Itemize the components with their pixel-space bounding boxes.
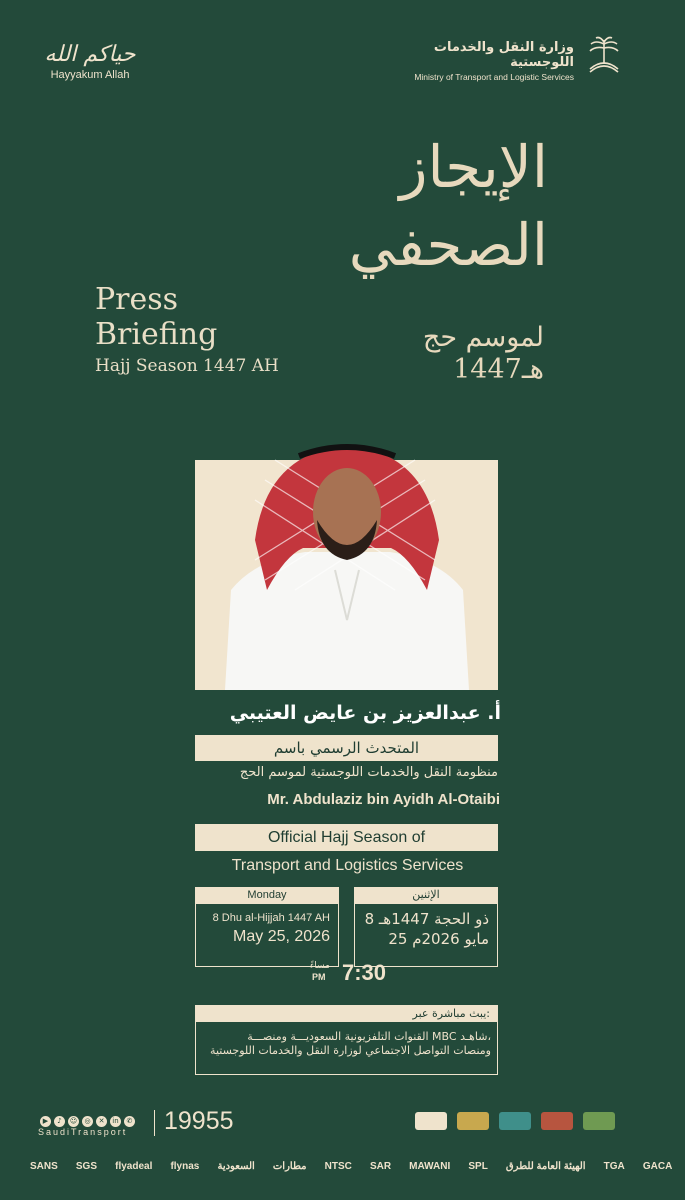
speaker-name-ar: أ. عبدالعزيز بن عايض العتيبي: [229, 702, 501, 724]
partner-logo-ntsc: NTSC: [324, 1161, 352, 1172]
title-ar-line2: الصحفي: [348, 211, 548, 279]
partner-logo-saudia: السعودية: [217, 1161, 255, 1172]
partner-logo-tga: TGA: [603, 1161, 625, 1172]
date-en-gregorian: May 25, 2026: [233, 928, 330, 945]
partner-logo-gaca: GACA: [642, 1161, 673, 1172]
logo-script-text: حياكم الله: [44, 42, 136, 67]
date-ar-gregorian: 25 مايو 2026م: [388, 930, 489, 948]
snapchat-icon[interactable]: ☺: [69, 1117, 78, 1125]
speaker-portrait-illustration: [195, 460, 498, 690]
broadcast-details: [195, 1022, 498, 1075]
badge-icon: [499, 1112, 531, 1130]
badge-icon: [457, 1112, 489, 1130]
time-ar-label: مساءً: [310, 961, 330, 971]
youtube-icon[interactable]: ▶: [40, 1116, 51, 1127]
footer-divider: [154, 1110, 155, 1136]
badge-icon: [583, 1112, 615, 1130]
initiative-badges: [405, 1112, 620, 1132]
partner-logo-spl: SPL: [468, 1161, 488, 1172]
subtitle-ar-line1: لموسم حج: [422, 322, 544, 353]
partner-logos: [30, 1156, 673, 1176]
linkedin-icon[interactable]: in: [110, 1116, 121, 1127]
subtitle-ar-line2: 1447هـ: [453, 354, 544, 385]
speaker-org-ar: منظومة النقل والخدمات اللوجستية لموسم الحج: [239, 765, 498, 780]
broadcast-line1: القنوات التلفزيونية السعوديـــة ومنصـــة MBC شاهـد،: [247, 1030, 491, 1043]
title-en-line2: Briefing: [95, 317, 218, 352]
ministry-name-ar: وزارة النقل والخدمات اللوجستية: [433, 40, 574, 70]
social-icons: [40, 1108, 144, 1127]
x-icon[interactable]: ✕: [96, 1116, 107, 1127]
partner-logo-sgs: SGS: [75, 1161, 98, 1172]
tiktok-icon[interactable]: ♪: [54, 1116, 65, 1127]
hotline-number: 19955: [164, 1107, 234, 1135]
date-en-hijri: 8 Dhu al-Hijjah 1447 AH: [212, 912, 330, 924]
title-arabic: [218, 128, 548, 284]
speaker-name-en: Mr. Abdulaziz bin Ayidh Al-Otaibi: [267, 791, 500, 808]
whatsapp-icon[interactable]: ✆: [124, 1116, 135, 1127]
hayyakum-allah-logo: [40, 42, 140, 81]
date-ar-day: الإثنين: [354, 887, 498, 904]
partner-logo-flyadeal: flyadeal: [115, 1161, 153, 1172]
date-ar-hijri: 8 ذو الحجة 1447هـ: [364, 910, 489, 928]
title-en-subtitle: Hajj Season 1447 AH: [95, 356, 279, 376]
time-value: 7:30: [342, 960, 387, 985]
title-english: [95, 282, 335, 378]
badge-icon: [541, 1112, 573, 1130]
partner-logo-sans: SANS: [30, 1161, 58, 1172]
partner-logo-matarat: مطارات: [272, 1161, 307, 1172]
speaker-role-en-line1: Official Hajj Season of: [195, 824, 498, 851]
palm-swords-emblem-icon: [582, 34, 626, 78]
title-en-line1: Press: [95, 282, 179, 317]
time-pm-label: PM: [312, 972, 326, 982]
ministry-name-en: Ministry of Transport and Logistic Services: [414, 72, 574, 82]
instagram-icon[interactable]: ◎: [82, 1116, 93, 1127]
date-box-english: [195, 887, 339, 967]
date-box-arabic: [354, 887, 498, 967]
date-en-day: Monday: [195, 887, 339, 904]
date-ar-body: [354, 904, 498, 967]
partner-logo-sar: SAR: [369, 1161, 392, 1172]
title-ar-line1: الإيجاز: [399, 133, 548, 201]
partner-logo-flynas: flynas: [170, 1161, 200, 1172]
date-en-body: [195, 904, 339, 967]
speaker-photo: [195, 460, 498, 690]
speaker-role-en-line2: Transport and Logistics Services: [231, 857, 464, 874]
logo-caption: Hayyakum Allah: [50, 69, 130, 81]
broadcast-line2: ومنصات التواصل الاجتماعي لوزارة النقل والخدمات اللوجستية: [210, 1044, 491, 1057]
subtitle-arabic: [344, 322, 544, 386]
partner-logo-mawani: MAWANI: [409, 1161, 451, 1172]
badge-icon: [415, 1112, 447, 1130]
social-handle: SaudiTransport: [38, 1127, 128, 1137]
speaker-role-ar: المتحدث الرسمي باسم: [195, 735, 498, 761]
partner-logo-roads-authority: الهيئة العامة للطرق: [505, 1161, 586, 1172]
broadcast-heading: يبث مباشرة عبر:: [195, 1005, 498, 1022]
